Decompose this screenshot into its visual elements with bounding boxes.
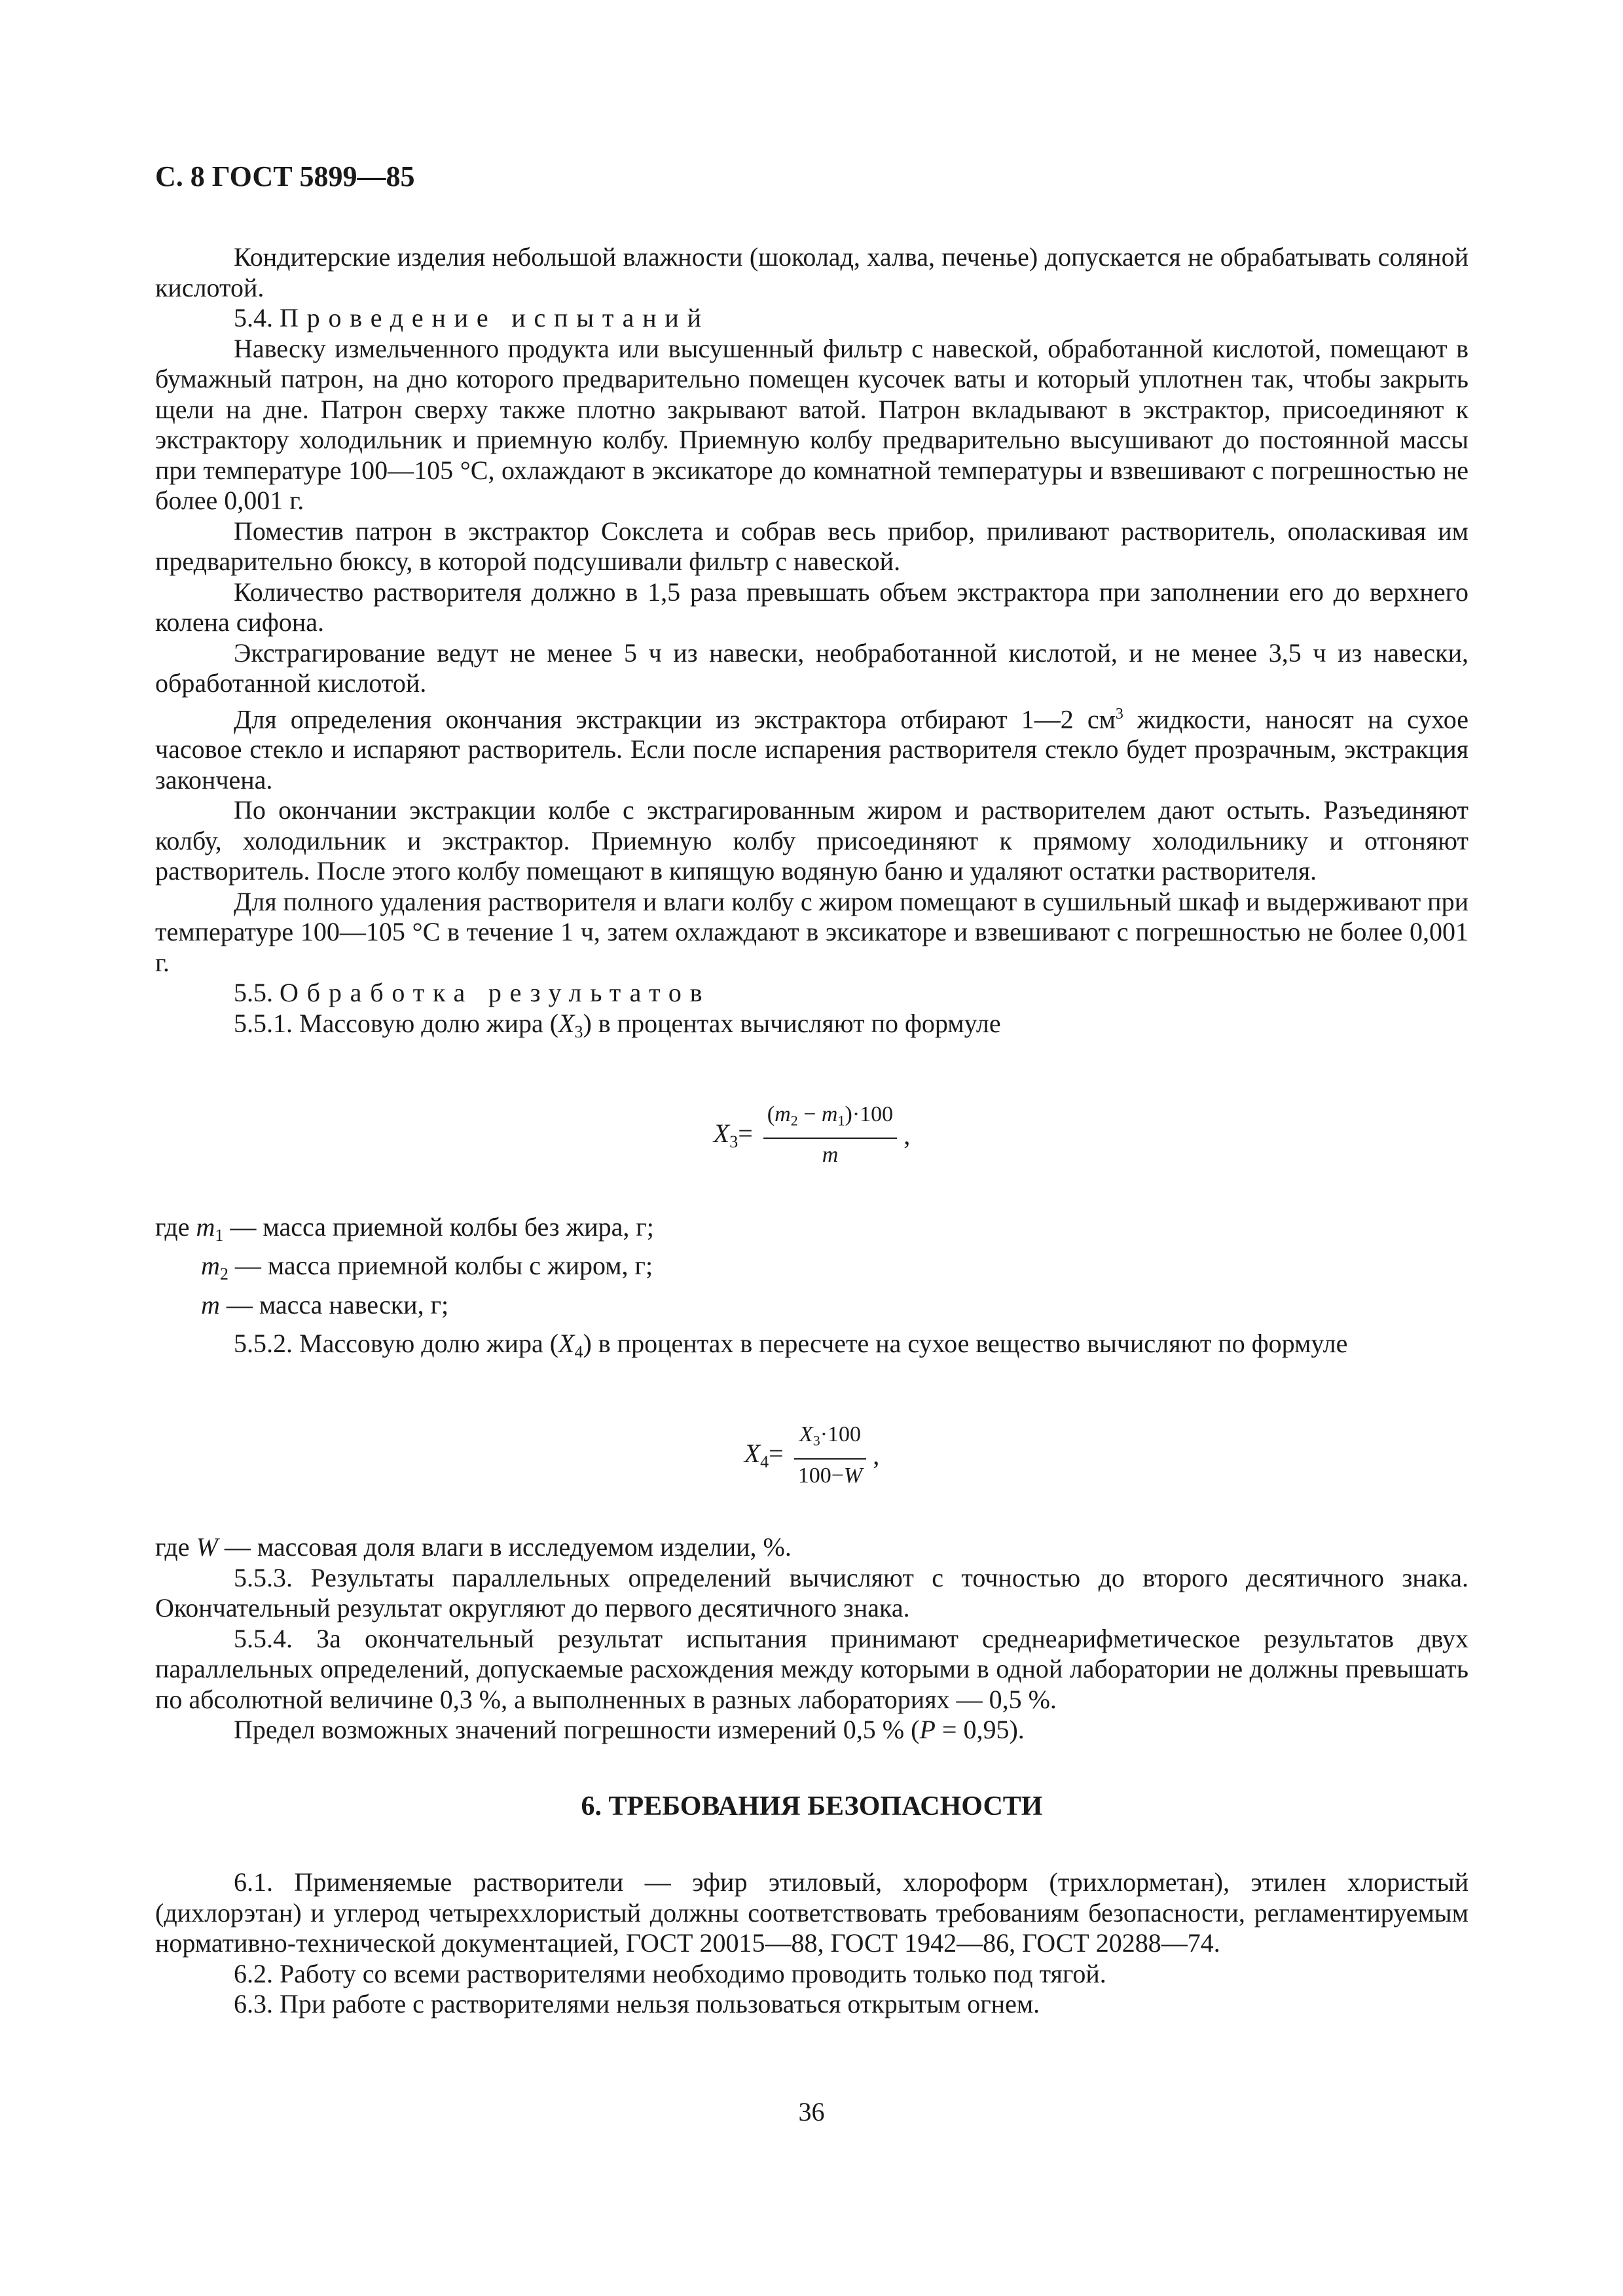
section-5-4-heading xyxy=(155,303,1468,334)
section-5-5-heading xyxy=(155,978,1468,1009)
where-w: где W — массовая доля влаги в исследуемом изделии, %. xyxy=(155,1532,792,1562)
paragraph-solvent-amount: Количество растворителя должно в 1,5 раза превышать объем экстрактора при заполнении его до верхнего колена сифона. xyxy=(155,577,1468,637)
paragraph-confectionery: Кондитерские изделия небольшой влажности (шоколад, халва, печенье) допускается не обрабатывать соляной кислотой. xyxy=(155,242,1468,302)
formula-x4-denominator: 100−W xyxy=(797,1463,863,1488)
formula-x4-numerator: $X_3\cdot 100$ xyxy=(794,1420,867,1459)
formula-x3-denominator: m xyxy=(822,1143,839,1168)
paragraph-5-5-3: 5.5.3. Результаты параллельных определений вычисляют с точностью до второго десятичного знака. Окончательный результат округляют до первого десятичного знака. xyxy=(155,1562,1468,1623)
page-header: С. 8 ГОСТ 5899—85 xyxy=(155,160,415,192)
where-m2: $m_2$ — масса приемной колбы с жиром, г; xyxy=(201,1251,653,1284)
section-6-title: 6. ТРЕБОВАНИЯ БЕЗОПАСНОСТИ xyxy=(581,1791,1043,1821)
paragraph-6-1: 6.1. Применяемые растворители — эфир этиловый, хлороформ (трихлорметан), этилен хлористый (дихлорэтан) и углерод четыреххлористый должны соответствовать требованиям безопасности, регламентируемым нормативно-технической документацией, ГОСТ 20015—88, ГОСТ 1942—86, ГОСТ 20288—74. xyxy=(155,1867,1468,1958)
where-m1: где $m_1$ — масса приемной колбы без жира, г; xyxy=(155,1212,654,1245)
section-title: Проведение испытаний xyxy=(280,303,710,332)
paragraph-extraction-time: Экстрагирование ведут не менее 5 ч из навески, необработанной кислотой, и не менее 3,5 ч из навески, обработанной кислотой. xyxy=(155,637,1468,698)
paragraph-6-3: 6.3. При работе с растворителями нельзя пользоваться открытым огнем. xyxy=(234,1989,1040,2019)
paragraph-sample-prep: Навеску измельченного продукта или высушенный фильтр с навеской, обработанной кислотой, помещают в бумажный патрон, на дно которого предварительно помещен кусочек ваты и который уплотнен так, чтобы закрыть щели на дне. Патрон сверху также плотно закрывают ватой. Патрон вкладывают в экстрактор, присоединяют к экстрактору холодильник и приемную колбу. Приемную колбу предварительно высушивают до постоянной массы при температуре 100—105 °С, охлаждают в эксикаторе до комнатной температуры и взвешивают с погрешностью не более 0,001 г. xyxy=(155,333,1468,515)
paragraph-soxhlet: Поместив патрон в экстрактор Сокслета и собрав весь прибор, приливают растворитель, ополаскивая им предварительно бюксу, в которой подсушивали фильтр с навеской. xyxy=(155,516,1468,576)
where-m: m — масса навески, г; xyxy=(201,1289,449,1319)
formula-x3: $X_3=$ $\frac{(m_2 - m_1)\cdot 100}{m}$ , xyxy=(155,1100,1468,1165)
paragraph-cooling: По окончании экстракции колбе с экстрагированным жиром и растворителем дают остыть. Разъединяют колбу, холодильник и экстрактор. Приемную колбу присоединяют к прямому холодильнику и отгоняют растворитель. После этого колбу помещают в кипящую водяную баню и удаляют остатки растворителя. xyxy=(155,795,1468,886)
paragraph-5-5-2: 5.5.2. Массовую долю жира $(X_4)$ в процентах в пересчете на сухое вещество вычисляют по формуле xyxy=(234,1329,1348,1361)
page-number: 36 xyxy=(798,2097,825,2126)
formula-x4-fraction xyxy=(794,1420,867,1491)
formula-x3-numerator: $(m_2 - m_1)\cdot 100$ xyxy=(763,1100,897,1139)
paragraph-drying: Для полного удаления растворителя и влаги колбу с жиром помещают в сушильный шкаф и выдерживают при температуре 100—105 °С в течение 1 ч, затем охлаждают в эксикаторе и взвешивают с погрешностью не более 0,001 г. xyxy=(155,886,1468,977)
paragraph-extraction-end: Для определения окончания экстракции из экстрактора отбирают 1—2 $см^3$ жидкости, наносят на сухое часовое стекло и испаряют растворитель. Если после испарения растворителя стекло будет прозрачным, экстракция закончена. xyxy=(155,704,1469,795)
section-number: 5.4. xyxy=(234,303,273,332)
paragraph-5-5-4: 5.5.4. За окончательный результат испытания принимают среднеарифметическое результатов двух параллельных определений, допускаемые расхождения между которыми в одной лаборатории не должны превышать по абсолютной величине 0,3 %, а выполненных в разных лабораториях — 0,5 %. xyxy=(155,1623,1468,1714)
paragraph-5-5-1: 5.5.1. Массовую долю жира $(X_3)$ в процентах вычисляют по формуле xyxy=(234,1008,1001,1041)
document-body xyxy=(155,242,1468,2020)
paragraph-6-2: 6.2. Работу со всеми растворителями необходимо проводить только под тягой. xyxy=(234,1958,1106,1988)
formula-x3-fraction xyxy=(763,1100,897,1171)
section-title: Обработка результатов xyxy=(280,978,711,1008)
paragraph-error-limit: Предел возможных значений погрешности измерений 0,5 % (P = 0,95). xyxy=(234,1715,1025,1745)
formula-x4: $X_4=$ $\frac{X_3\cdot 100}{100-W}$ , xyxy=(155,1420,1468,1485)
section-number: 5.5. xyxy=(234,978,273,1008)
